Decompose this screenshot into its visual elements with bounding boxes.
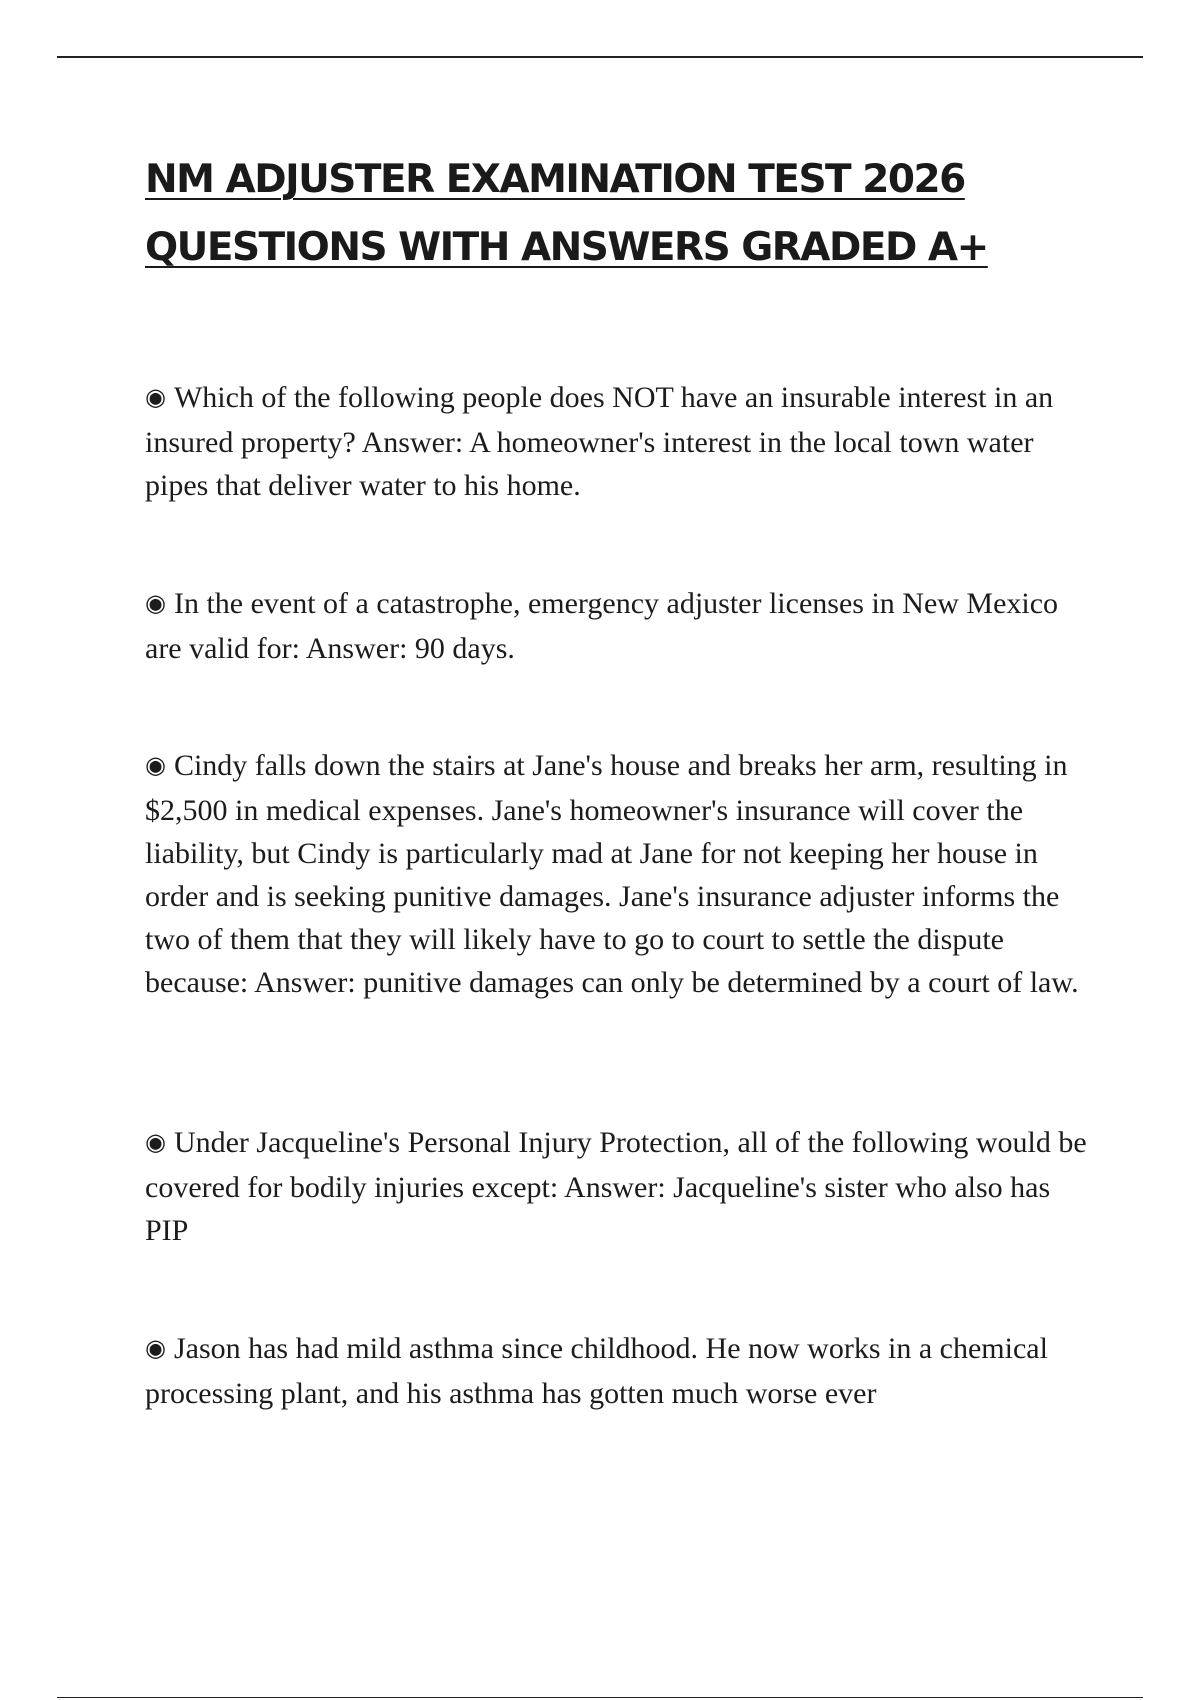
top-divider <box>57 56 1143 58</box>
radio-bullet-icon: ◉ <box>145 1128 166 1156</box>
question-item <box>145 376 1095 582</box>
question-item <box>145 744 1095 1121</box>
question-item <box>145 1121 1095 1327</box>
document-title <box>145 146 1105 282</box>
radio-bullet-icon: ◉ <box>145 383 166 411</box>
question-text: Which of the following people does NOT have an insurable interest in an insured property? Answer: A homeowner's interest in the local town water pipes that deliver water to his home. <box>145 381 1054 502</box>
radio-bullet-icon: ◉ <box>145 1334 166 1362</box>
bottom-divider <box>57 1697 1143 1698</box>
question-text: Jason has had mild asthma since childhood. He now works in a chemical processing plant, and his asthma has gotten much worse ever <box>145 1332 1048 1410</box>
radio-bullet-icon: ◉ <box>145 589 166 617</box>
title-line-2: QUESTIONS WITH ANSWERS GRADED A+ <box>145 225 988 270</box>
question-text: Cindy falls down the stairs at Jane's house and breaks her arm, resulting in $2,500 in medical expenses. Jane's homeowner's insurance will cover the liability, but Cindy is particularly mad at Jane for not keeping her house in order and is seeking punitive damages. Jane's insurance adjuster informs the two of them that they will likely have to go to court to settle the dispute because: Answer: punitive damages can only be determined by a court of law. <box>145 749 1079 999</box>
question-list <box>145 376 1095 1427</box>
question-item <box>145 582 1095 744</box>
question-text: In the event of a catastrophe, emergency adjuster licenses in New Mexico are valid for: Answer: 90 days. <box>145 587 1059 665</box>
title-line-1: NM ADJUSTER EXAMINATION TEST 2026 <box>145 157 965 202</box>
question-item <box>145 1327 1095 1427</box>
question-text: Under Jacqueline's Personal Injury Protection, all of the following would be covered for bodily injuries except: Answer: Jacqueline's sister who also has PIP <box>145 1126 1087 1247</box>
radio-bullet-icon: ◉ <box>145 751 166 779</box>
